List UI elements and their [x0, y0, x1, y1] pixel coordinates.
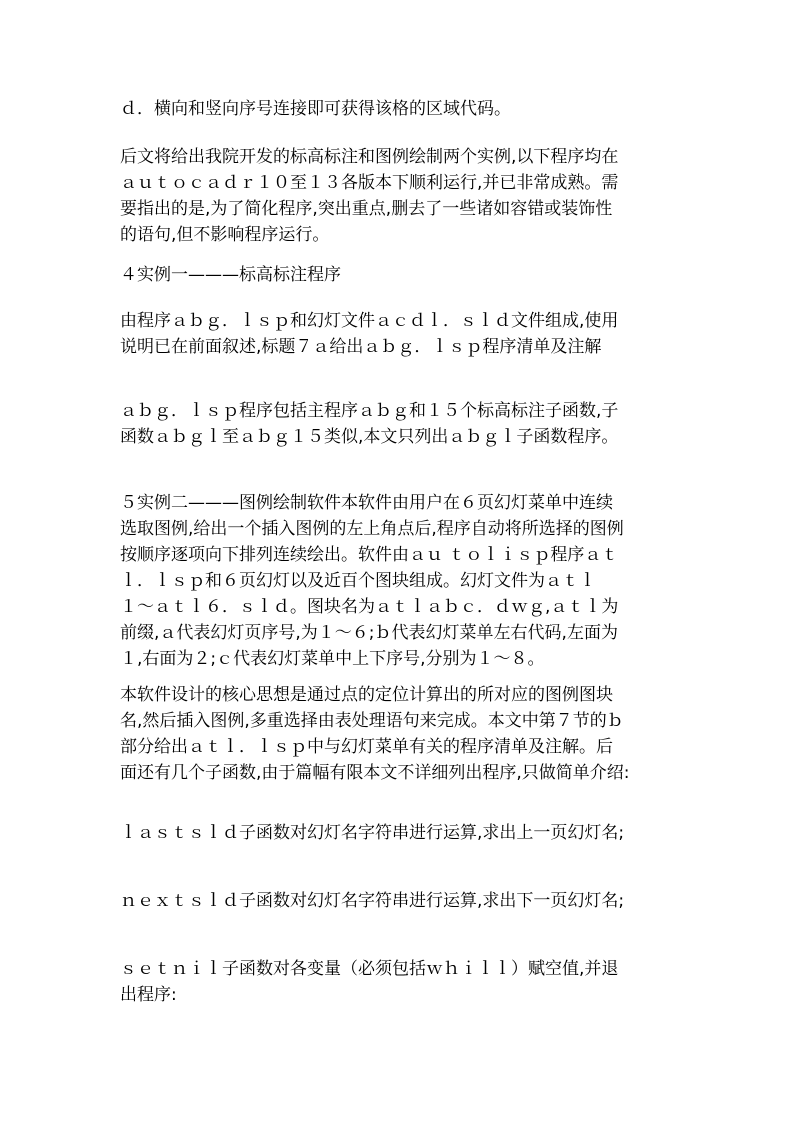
text-line: １～ａｔｌ６．ｓｌｄ。图块名为ａｔｌａｂｃ．ｄｗｇ,ａｔｌ为	[120, 597, 619, 617]
heading-line: ４实例一———标高标注程序	[120, 265, 341, 285]
text-line: 说明已在前面叙述,标题７ａ给出ａｂｇ．ｌｓｐ程序清单及注解	[120, 337, 602, 357]
text-line: ｄ．横向和竖向序号连接即可获得该格的区域代码。	[120, 99, 511, 119]
text-line: 按顺序逐项向下排列连续绘出。软件由ａｕ ｔｏｌｉｓｐ程序ａｔ	[120, 545, 619, 565]
text-line: ａｕｔｏｃａｄｒ１０至１３各版本下顺利运行,并已非常成熟。需	[120, 173, 619, 193]
text-line: 面还有几个子函数,由于篇幅有限本文不详细列出程序,只做简单介绍:	[120, 763, 630, 783]
text-line: ５实例二———图例绘制软件本软件由用户在６页幻灯菜单中连续	[120, 493, 613, 513]
text-line: ｌａｓｔｓｌｄ子函数对幻灯名字符串进行运算,求出上一页幻灯名;	[120, 823, 625, 843]
paragraph-abg-program	[120, 308, 680, 360]
paragraph-intro-examples	[120, 144, 680, 248]
paragraph-abg-subfunctions	[120, 398, 680, 450]
text-line: ｎｅｘｔｓｌｄ子函数对幻灯名字符串进行运算,求出下一页幻灯名;	[120, 891, 625, 911]
text-line: ａｂｇ．ｌｓｐ程序包括主程序ａｂｇ和１５个标高标注子函数,子	[120, 401, 619, 421]
text-line: 本软件设计的核心思想是通过点的定位计算出的所对应的图例图块	[120, 685, 613, 705]
paragraph-core-design	[120, 682, 680, 786]
text-line: 的语句,但不影响程序运行。	[120, 225, 330, 245]
text-line: ｓｅｔｎｉｌ子函数对各变量（必须包括ｗｈｉｌｌ）赋空值,并退	[120, 959, 619, 979]
text-line: 要指出的是,为了简化程序,突出重点,删去了一些诸如容错或装饰性	[120, 199, 613, 219]
text-line: 出程序:	[120, 985, 177, 1005]
section-heading-example-1	[120, 262, 680, 288]
text-line: 后文将给出我院开发的标高标注和图例绘制两个实例,以下程序均在	[120, 147, 619, 167]
text-line: 选取图例,给出一个插入图例的左上角点后,程序自动将所选择的图例	[120, 519, 624, 539]
paragraph-nextsld	[120, 888, 680, 914]
paragraph-region-code-step	[120, 96, 680, 122]
section-example-2	[120, 490, 680, 672]
text-line: 部分给出ａｔｌ．ｌｓｐ中与幻灯菜单有关的程序清单及注解。后	[120, 737, 613, 757]
text-line: １,右面为２;ｃ代表幻灯菜单中上下序号,分别为１～８。	[120, 649, 545, 669]
paragraph-lastsld	[120, 820, 680, 846]
text-line: 函数ａｂｇｌ至ａｂｇ１５类似,本文只列出ａｂｇｌ子函数程序。	[120, 427, 619, 447]
text-line: 名,然后插入图例,多重选择由表处理语句来完成。本文中第７节的ｂ	[120, 711, 624, 731]
paragraph-setnil	[120, 956, 680, 1008]
text-line: 前缀,ａ代表幻灯页序号,为１～６;ｂ代表幻灯菜单左右代码,左面为	[120, 623, 618, 643]
text-line: 由程序ａｂｇ．ｌｓｐ和幻灯文件ａｃｄｌ．ｓｌｄ文件组成,使用	[120, 311, 619, 331]
text-line: ｌ．ｌｓｐ和６页幻灯以及近百个图块组成。幻灯文件为ａｔｌ	[120, 571, 596, 591]
